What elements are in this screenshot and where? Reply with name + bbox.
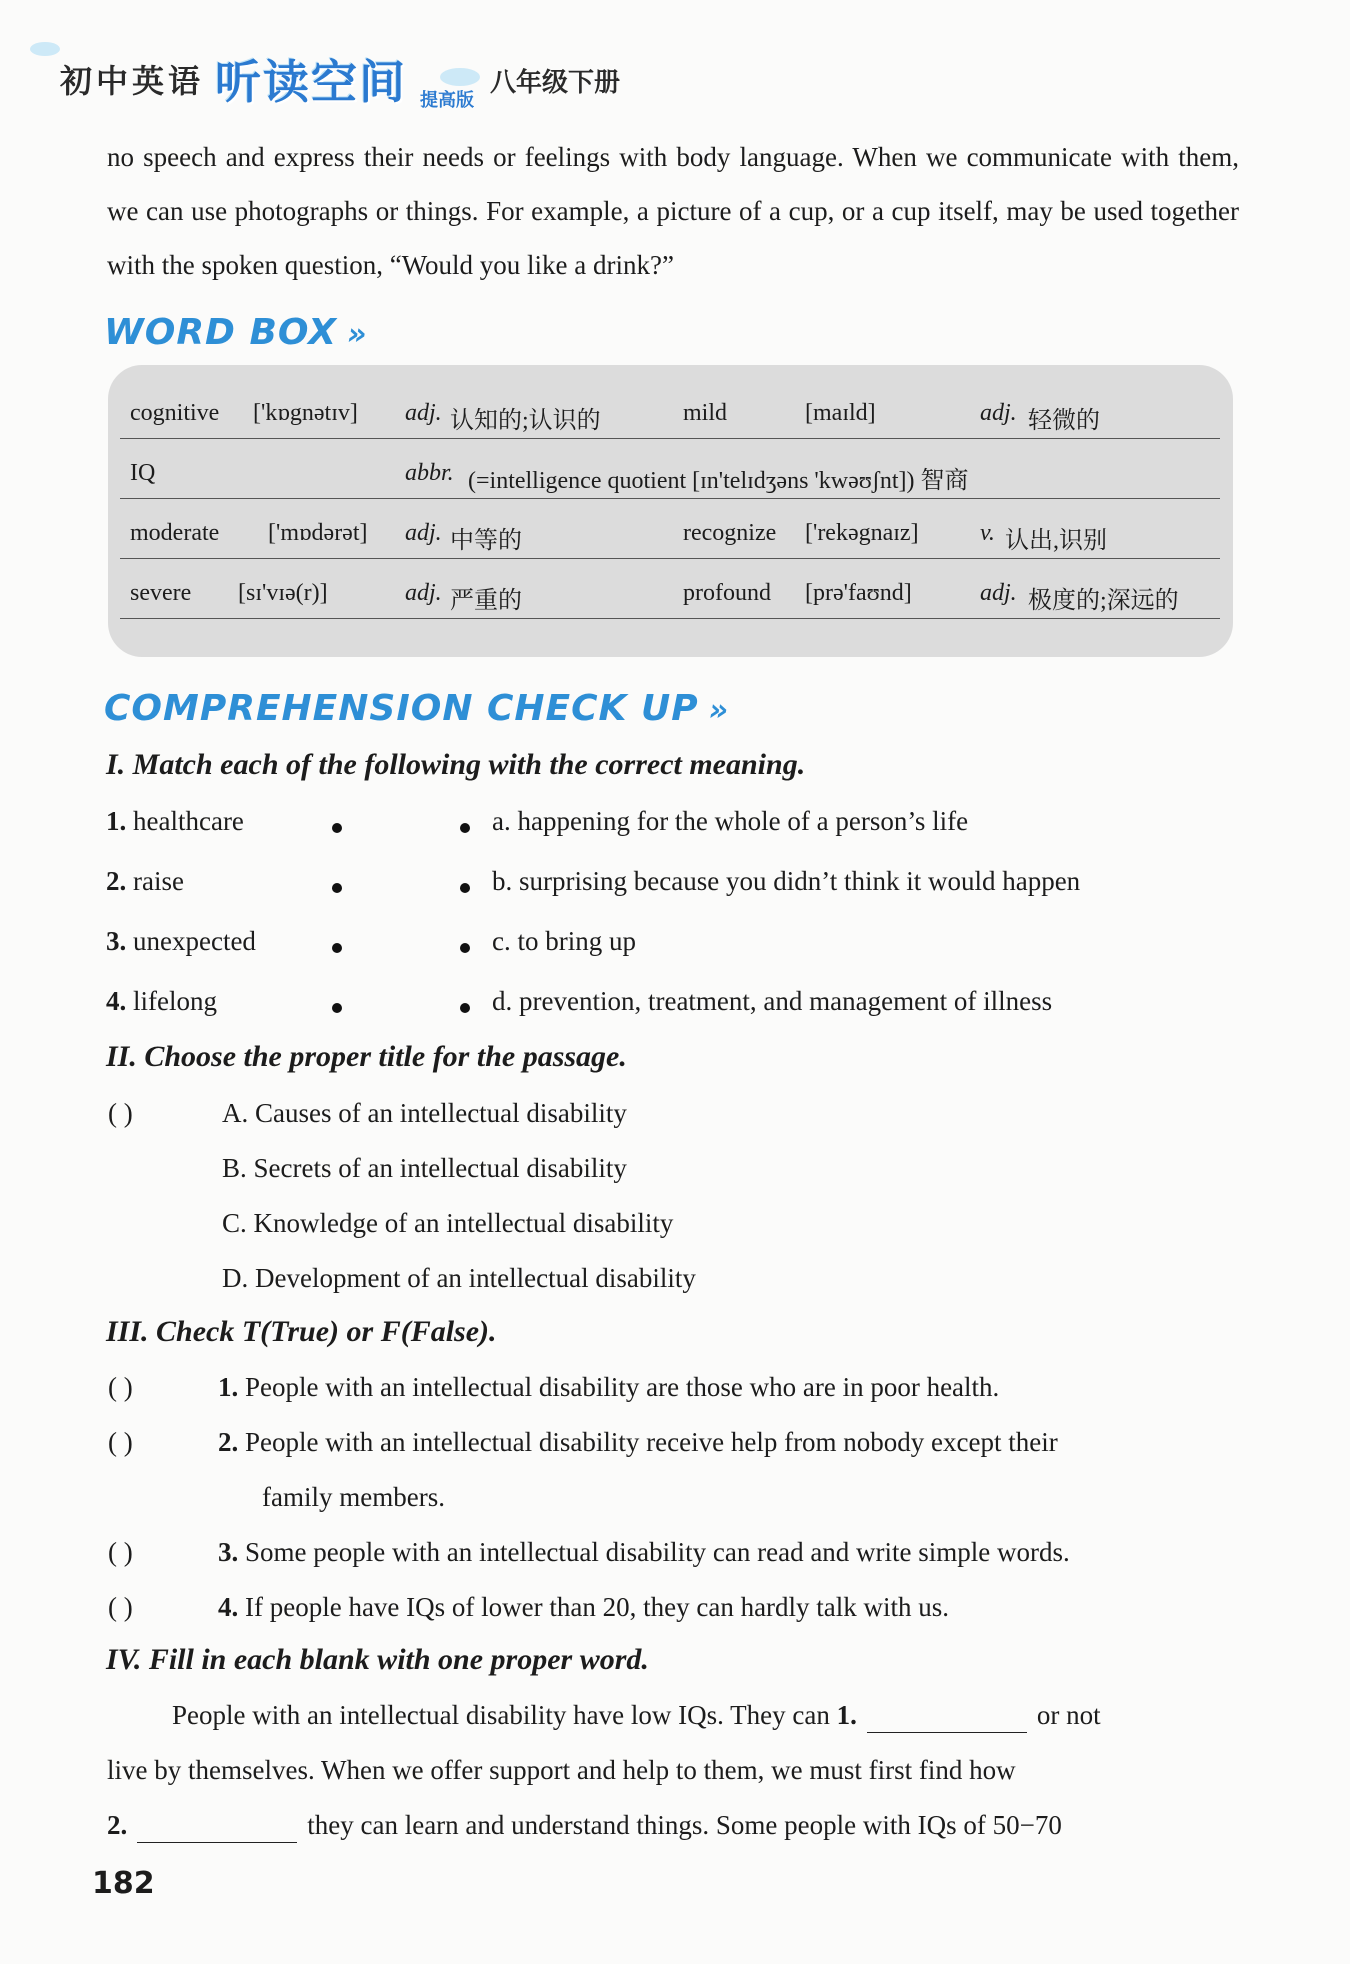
meaning: 中等的 <box>450 528 522 554</box>
comprehension-heading <box>104 688 729 729</box>
answer-parentheses[interactable]: ( ) <box>108 1537 133 1567</box>
meaning: 认出,识别 <box>1005 528 1107 554</box>
match-dot-right[interactable] <box>460 943 470 953</box>
blank-2[interactable] <box>137 1812 297 1843</box>
meaning: (=intelligence quotient [ɪn'telɪdʒəns 'kwəʊʃnt]) 智商 <box>468 468 969 494</box>
part-of-speech: abbr. <box>405 460 454 486</box>
cloud-decoration <box>440 68 480 86</box>
tf-item <box>218 1372 999 1403</box>
part-of-speech: adj. <box>980 580 1017 606</box>
match-dot-left[interactable] <box>332 1003 342 1013</box>
answer-parentheses[interactable]: ( ) <box>108 1372 133 1402</box>
match-left-item <box>106 926 256 957</box>
item-number: 4. <box>106 986 127 1016</box>
term: healthcare <box>133 806 244 836</box>
part-of-speech: adj. <box>405 520 442 546</box>
match-left-item <box>106 986 217 1017</box>
fill-line <box>172 1700 1101 1733</box>
word-box-heading <box>104 312 367 353</box>
match-left-item <box>106 806 244 837</box>
tf-item-continued: family members. <box>262 1482 445 1512</box>
answer-parentheses[interactable]: ( ) <box>108 1098 133 1128</box>
word: cognitive <box>130 400 220 426</box>
phonetic: [sɪ'vɪə(r)] <box>238 580 328 606</box>
part-of-speech: adj. <box>405 400 442 426</box>
statement: People with an intellectual disability receive help from nobody except their <box>245 1427 1058 1457</box>
passage-text: or not <box>1036 1700 1101 1730</box>
match-left-item <box>106 866 184 897</box>
passage-text: they can learn and understand things. Some people with IQs of 50−70 <box>307 1810 1062 1840</box>
part-of-speech: adj. <box>980 400 1017 426</box>
match-dot-right[interactable] <box>460 883 470 893</box>
statement: Some people with an intellectual disability can read and write simple words. <box>245 1537 1070 1567</box>
word-box-title: WORD BOX <box>104 312 337 353</box>
comprehension-title: COMPREHENSION CHECK UP <box>104 688 699 729</box>
tf-item <box>218 1592 949 1623</box>
meaning: 轻微的 <box>1028 408 1100 434</box>
match-dot-left[interactable] <box>332 883 342 893</box>
meaning: 严重的 <box>450 588 522 614</box>
section-4-heading: IV. Fill in each blank with one proper word. <box>106 1643 649 1676</box>
item-number: 4. <box>218 1592 239 1622</box>
grade-label: 八年级下册 <box>490 68 621 98</box>
book-title: 初中英语 <box>60 62 205 100</box>
phonetic: ['rekəgnaɪz] <box>805 520 919 546</box>
meaning: 认知的;认识的 <box>450 408 601 434</box>
passage-text: People with an intellectual disability have low IQs. They can <box>172 1700 830 1730</box>
phonetic: ['mɒdərət] <box>268 520 368 546</box>
word-box <box>108 365 1233 657</box>
match-meaning: a. happening for the whole of a person’s life <box>492 806 969 836</box>
cloud-decoration <box>30 42 60 56</box>
word: recognize <box>683 520 777 546</box>
tf-item <box>218 1427 1058 1458</box>
page-number: 182 <box>92 1866 155 1901</box>
blank-number: 1. <box>836 1700 857 1730</box>
part-of-speech: adj. <box>405 580 442 606</box>
match-dot-right[interactable] <box>460 1003 470 1013</box>
word-row <box>120 510 1220 559</box>
title-option: C. Knowledge of an intellectual disability <box>222 1208 674 1238</box>
match-dot-left[interactable] <box>332 943 342 953</box>
double-chevron-icon: » <box>346 317 368 352</box>
section-1-heading: I. Match each of the following with the correct meaning. <box>106 748 806 781</box>
edition-label: 提高版 <box>420 90 474 111</box>
term: raise <box>133 866 184 896</box>
meaning: 极度的;深远的 <box>1028 588 1179 614</box>
fill-line: live by themselves. When we offer support and help to them, we must first find how <box>107 1755 1016 1785</box>
double-chevron-icon: » <box>708 693 730 728</box>
blank-number: 2. <box>107 1810 128 1840</box>
answer-parentheses[interactable]: ( ) <box>108 1592 133 1622</box>
item-number: 3. <box>218 1537 239 1567</box>
word-row <box>120 450 1220 499</box>
item-number: 2. <box>218 1427 239 1457</box>
title-option: D. Development of an intellectual disability <box>222 1263 696 1293</box>
intro-paragraph: no speech and express their needs or feelings with body language. When we communicate with them, we can use photographs or things. For example, a picture of a cup, or a cup itself, may be used together with the spoken question, “Would you like a drink?” <box>107 142 1239 280</box>
item-number: 1. <box>106 806 127 836</box>
match-meaning: d. prevention, treatment, and management of illness <box>492 986 1053 1016</box>
phonetic: ['kɒgnətɪv] <box>253 400 358 426</box>
title-option: B. Secrets of an intellectual disability <box>222 1153 627 1183</box>
item-number: 3. <box>106 926 127 956</box>
word: moderate <box>130 520 220 546</box>
phonetic: [prə'faʊnd] <box>805 580 912 606</box>
book-header <box>30 38 730 118</box>
word-row <box>120 390 1220 439</box>
tf-item <box>218 1537 1070 1568</box>
term: unexpected <box>133 926 256 956</box>
title-option: A. Causes of an intellectual disability <box>222 1098 627 1128</box>
answer-parentheses[interactable]: ( ) <box>108 1427 133 1457</box>
match-dot-right[interactable] <box>460 823 470 833</box>
term: lifelong <box>133 986 217 1016</box>
item-number: 2. <box>106 866 127 896</box>
part-of-speech: v. <box>980 520 995 546</box>
statement: People with an intellectual disability are those who are in poor health. <box>245 1372 1000 1402</box>
match-dot-left[interactable] <box>332 823 342 833</box>
section-2-heading: II. Choose the proper title for the passage. <box>106 1040 627 1073</box>
word: mild <box>683 400 728 426</box>
statement: If people have IQs of lower than 20, they can hardly talk with us. <box>245 1592 950 1622</box>
item-number: 1. <box>218 1372 239 1402</box>
section-3-heading: III. Check T(True) or F(False). <box>106 1315 497 1348</box>
word: severe <box>130 580 192 606</box>
match-meaning: c. to bring up <box>492 926 636 956</box>
series-logo: 听读空间 <box>215 55 407 109</box>
word: IQ <box>130 460 156 486</box>
word: profound <box>683 580 771 606</box>
word-row <box>120 570 1220 619</box>
match-meaning: b. surprising because you didn’t think it would happen <box>492 866 1081 896</box>
phonetic: [maɪld] <box>805 400 876 426</box>
blank-1[interactable] <box>867 1702 1027 1733</box>
fill-line <box>107 1810 1062 1843</box>
